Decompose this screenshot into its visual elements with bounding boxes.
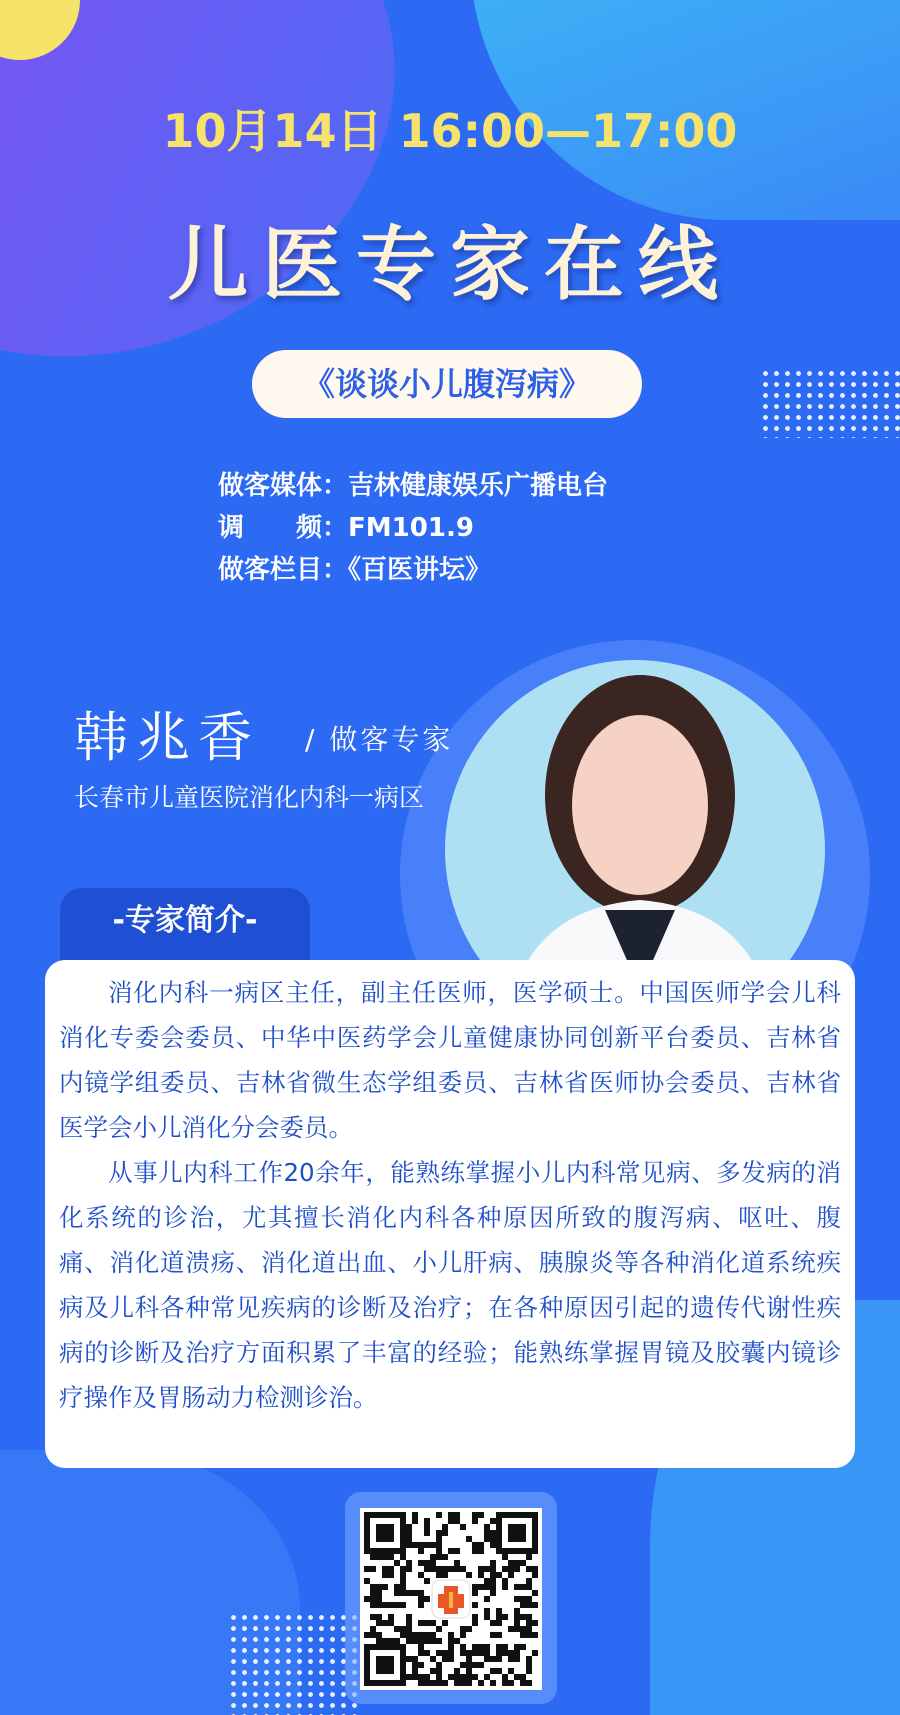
intro-box [45,960,855,1468]
expert-role: / 做客专家 [305,723,454,756]
expert-hospital: 长春市儿童医院消化内科一病区 [74,783,425,812]
info-label: 调 频 [218,513,323,543]
event-topic: 《谈谈小儿腹泻病》 [252,350,642,418]
info-label: 做客栏目 [218,555,323,585]
expert-name: 韩兆香 [74,706,260,769]
intro-paragraph: 消化内科一病区主任，副主任医师，医学硕士。中国医师学会儿科消化专委会委员、中华中医药学会儿童健康协同创新平台委员、吉林省内镜学组委员、吉林省微生态学组委员、吉林省医师协会委员、吉林省医学会小儿消化分会委员。 [59,978,841,1142]
intro-paragraph: 从事儿内科工作20余年，能熟练掌握小儿内科常见病、多发病的消化系统的诊治，尤其擅长消化内科各种原因所致的腹泻病、呕吐、腹痛、消化道溃疡、消化道出血、小儿肝病、胰腺炎等各种消化道系统疾病及儿科各种常见疾病的诊断及治疗；在各种原因引起的遗传代谢性疾病的诊断及治疗方面积累了丰富的经验；能熟练掌握胃镜及胶囊内镜诊疗操作及胃肠动力检测诊治。 [59,1158,841,1412]
qr-code-icon[interactable] [360,1508,542,1690]
info-label: 做客媒体 [218,471,323,501]
info-value: 《百医讲坛》 [348,555,492,585]
info-frequency: 调 频：FM101.9 [218,513,474,543]
hospital-logo-icon [432,1580,470,1618]
info-value: 吉林健康娱乐广播电台 [348,471,609,501]
info-program: 做客栏目：《百医讲坛》 [218,555,492,585]
event-datetime: 10月14日 16:00—17:00 [162,104,738,158]
info-media: 做客媒体：吉林健康娱乐广播电台 [218,471,609,501]
event-title: 儿医专家在线 [168,218,732,311]
info-value: FM101.9 [348,513,474,543]
intro-tag: -专家简介- [60,888,310,968]
